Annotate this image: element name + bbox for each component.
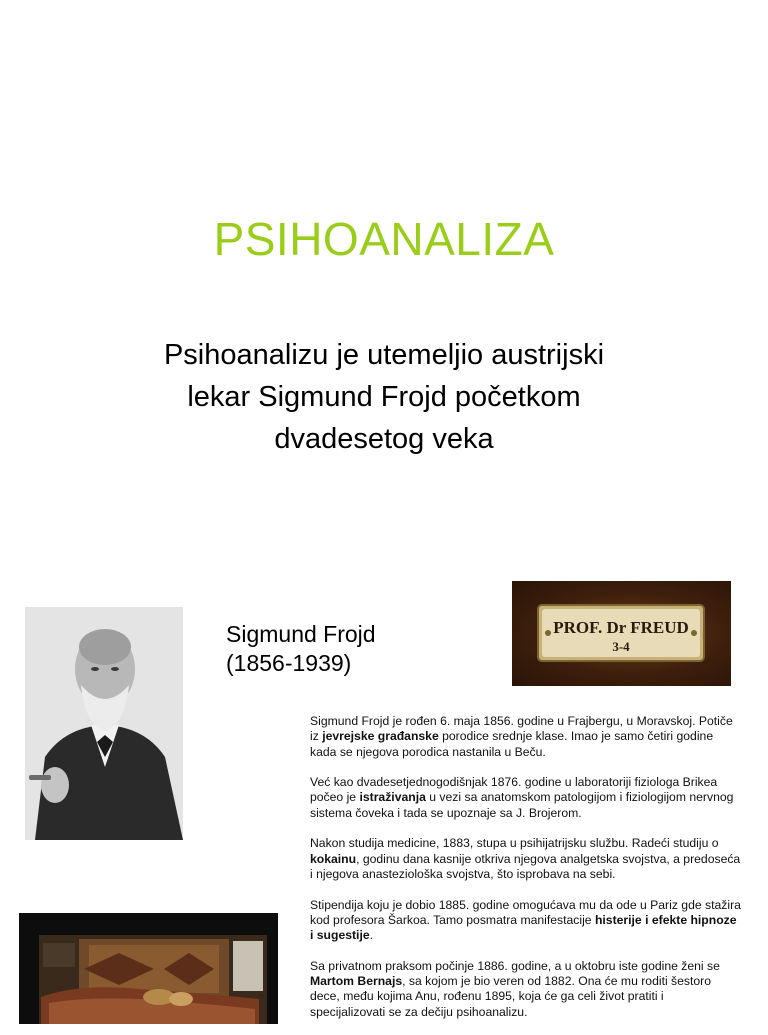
bio-text: . [369, 928, 373, 943]
bio-text: Sa privatnom praksom počinje 1886. godine, a u oktobru iste godine ženi se [310, 958, 720, 973]
portrait-drawing [25, 607, 183, 840]
freud-door-plaque-photo [512, 581, 731, 686]
page-title: PSIHOANALIZA [213, 213, 555, 265]
subtitle-line: lekar Sigmund Frojd početkom [187, 381, 581, 413]
bio-text: Nakon studija medicine, 1883, stupa u psihijatrijsku službu. Radeći studiju o [310, 836, 719, 851]
bio-text: u vezi sa anatomskom patologijom i fiziologijom nervnog sistema čoveka i tada se upoznaje sa J. Brojerom. [310, 790, 734, 820]
bio-text: Frajbergu, u Moravskoj. [567, 714, 696, 728]
bio-bold-text: histerije i efekte hipnoze i sugestije [310, 912, 737, 943]
room-drawing [19, 913, 278, 1024]
bio-text: Već kao dvadesetjednogodišnjak 1876. godine u laboratoriji fiziologa Brikea počeo je [310, 775, 718, 805]
bio-text: Sigmund Frojd je rođen 6. maja 1856. godine u [310, 714, 568, 728]
bio-bold-text: Martom Bernajs [310, 974, 403, 989]
bio-bold-text: kokainu [310, 851, 357, 866]
plaque-drawing [512, 581, 731, 686]
biography-text [310, 714, 742, 1035]
bio-text: , sa kojom je bio veren od 1882. Ona će mu roditi šestoro dece, među kojima Anu, rođenu 1895, koja će ga celi život pratiti i specijalizovati se za dečiju psihoanalizu. [310, 974, 712, 1019]
bio-paragraph [310, 898, 742, 944]
freud-portrait-photo [25, 607, 183, 840]
subtitle-line: dvadesetog veka [274, 423, 494, 455]
bio-text: Stipendija koju je dobio 1885. godine omogućava mu da ode u Pariz gde stažira kod profesora Šarkoa. Tamo posmatra manifestacije [310, 897, 741, 927]
person-name-text: Sigmund Frojd [226, 621, 376, 647]
freud-couch-room-photo [19, 913, 278, 1024]
bio-paragraph [310, 959, 742, 1020]
bio-text: porodice srednje klase. Imao je samo četiri godine kada se njegova porodica nastanila u Beču. [310, 729, 714, 759]
plaque-text-line1: PROF. Dr FREUD [553, 618, 689, 637]
bio-paragraph [310, 775, 742, 821]
subtitle-line: Psihoanalizu je utemeljio austrijski [163, 339, 605, 371]
person-years: (1856-1939) [226, 650, 352, 676]
bio-bold-text: istraživanja [359, 790, 426, 805]
bio-bold-text: jevrejske građanske [322, 729, 439, 744]
person-name [226, 620, 376, 678]
bio-paragraph [310, 714, 742, 760]
plaque-text-line2: 3-4 [612, 639, 630, 654]
subtitle [90, 334, 678, 460]
bio-text: , godinu dana kasnije otkriva njegova analgetska svojstva, a predoseća i njegova anasteziološka svojstva, što isprobava na sebi. [310, 851, 741, 881]
bio-paragraph [310, 836, 742, 882]
bio-text: Potiče iz [310, 714, 733, 744]
